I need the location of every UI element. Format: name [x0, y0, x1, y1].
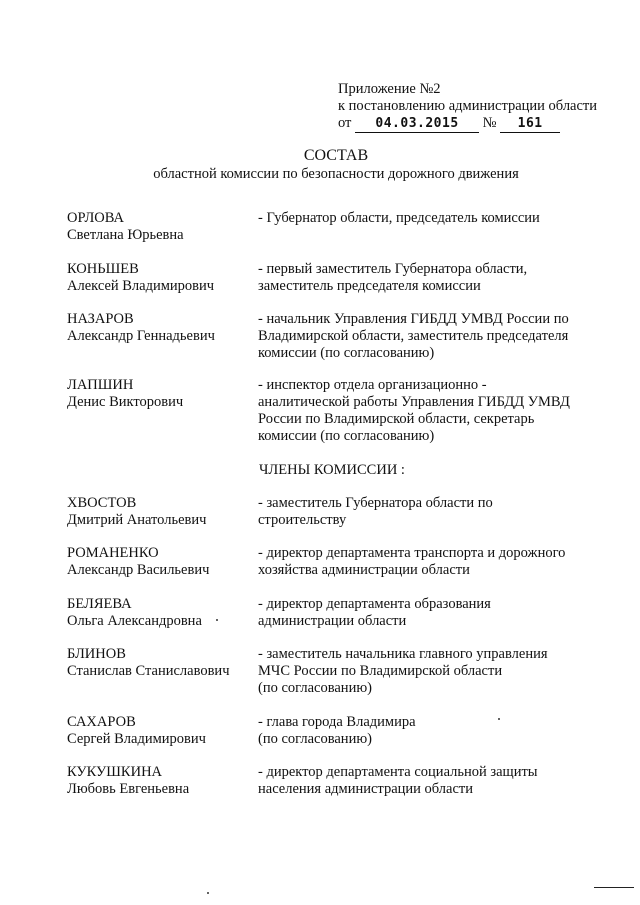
person-surname: КОНЬШЕВ	[67, 261, 139, 277]
members-heading: ЧЛЕНЫ КОМИССИИ :	[259, 462, 405, 478]
person-surname: ОРЛОВА	[67, 210, 124, 226]
role-line: Владимирской области, заместитель председателя	[258, 328, 569, 344]
appendix-header	[338, 81, 597, 133]
role-line: населения администрации области	[258, 781, 474, 797]
role-line: МЧС России по Владимирской области	[258, 663, 503, 679]
person-role	[258, 377, 618, 445]
person-given-name: Сергей Владимирович	[67, 731, 206, 747]
person-role	[258, 210, 618, 227]
role-line: администрации области	[258, 613, 407, 629]
role-line: строительству	[258, 512, 347, 528]
person-name	[67, 377, 252, 411]
appendix-from-prefix: от	[338, 115, 352, 131]
person-role	[258, 646, 618, 697]
role-line: (по согласованию)	[258, 731, 372, 747]
person-name	[67, 210, 252, 244]
person-surname: РОМАНЕНКО	[67, 545, 159, 561]
person-surname: БЛИНОВ	[67, 646, 126, 662]
role-line: хозяйства администрации области	[258, 562, 470, 578]
person-given-name: Алексей Владимирович	[67, 278, 215, 294]
role-line: - директор департамента транспорта и дорожного	[258, 545, 566, 561]
person-given-name: Александр Васильевич	[67, 562, 210, 578]
person-name	[67, 714, 252, 748]
person-surname: ХВОСТОВ	[67, 495, 137, 511]
person-name	[67, 311, 252, 345]
person-given-name: Светлана Юрьевна	[67, 227, 184, 243]
person-surname: БЕЛЯЕВА	[67, 596, 132, 612]
document-subtitle: областной комиссии по безопасности дорожного движения	[153, 166, 519, 182]
role-line: - первый заместитель Губернатора области,	[258, 261, 528, 277]
appendix-number-sign: №	[482, 115, 497, 131]
person-role	[258, 596, 618, 630]
role-line: - начальник Управления ГИБДД УМВД России по	[258, 311, 569, 327]
person-role	[258, 545, 618, 579]
role-line: заместитель председателя комиссии	[258, 278, 481, 294]
person-surname: ЛАПШИН	[67, 377, 134, 393]
person-given-name: Станислав Станиславович	[67, 663, 230, 679]
role-line: - глава города Владимира	[258, 714, 416, 730]
person-role	[258, 311, 618, 362]
person-role	[258, 261, 618, 295]
person-given-name: Ольга Александровна	[67, 613, 202, 629]
person-given-name: Любовь Евгеньевна	[67, 781, 190, 797]
role-line: - заместитель начальника главного управления	[258, 646, 548, 662]
role-line: России по Владимирской области, секретарь	[258, 411, 535, 427]
person-name	[67, 764, 252, 798]
scan-speck	[216, 619, 218, 621]
role-line: - директор департамента образования	[258, 596, 491, 612]
appendix-number: 161	[500, 115, 560, 133]
person-given-name: Дмитрий Анатольевич	[67, 512, 207, 528]
person-name	[67, 596, 252, 630]
scan-speck	[207, 892, 209, 894]
person-role	[258, 764, 618, 798]
role-line: - заместитель Губернатора области по	[258, 495, 493, 511]
person-name	[67, 646, 252, 680]
person-surname: САХАРОВ	[67, 714, 136, 730]
role-line: аналитической работы Управления ГИБДД УМВД	[258, 394, 570, 410]
scan-edge-line	[594, 887, 634, 888]
role-line: - Губернатор области, председатель комиссии	[258, 210, 540, 226]
person-name	[67, 495, 252, 529]
appendix-date: 04.03.2015	[355, 115, 479, 133]
appendix-reference: к постановлению администрации области	[338, 98, 598, 114]
person-surname: НАЗАРОВ	[67, 311, 134, 327]
role-line: (по согласованию)	[258, 680, 372, 696]
person-surname: КУКУШКИНА	[67, 764, 163, 780]
role-line: - инспектор отдела организационно -	[258, 377, 487, 393]
appendix-date-line	[338, 115, 597, 133]
person-given-name: Денис Викторович	[67, 394, 184, 410]
scan-speck	[498, 718, 500, 720]
role-line: комиссии (по согласованию)	[258, 428, 435, 444]
person-name	[67, 545, 252, 579]
person-role	[258, 495, 618, 529]
appendix-label: Приложение №2	[338, 81, 441, 97]
role-line: - директор департамента социальной защиты	[258, 764, 538, 780]
document-title: СОСТАВ	[303, 147, 369, 164]
person-role	[258, 714, 618, 748]
role-line: комиссии (по согласованию)	[258, 345, 435, 361]
person-given-name: Александр Геннадьевич	[67, 328, 215, 344]
person-name	[67, 261, 252, 295]
